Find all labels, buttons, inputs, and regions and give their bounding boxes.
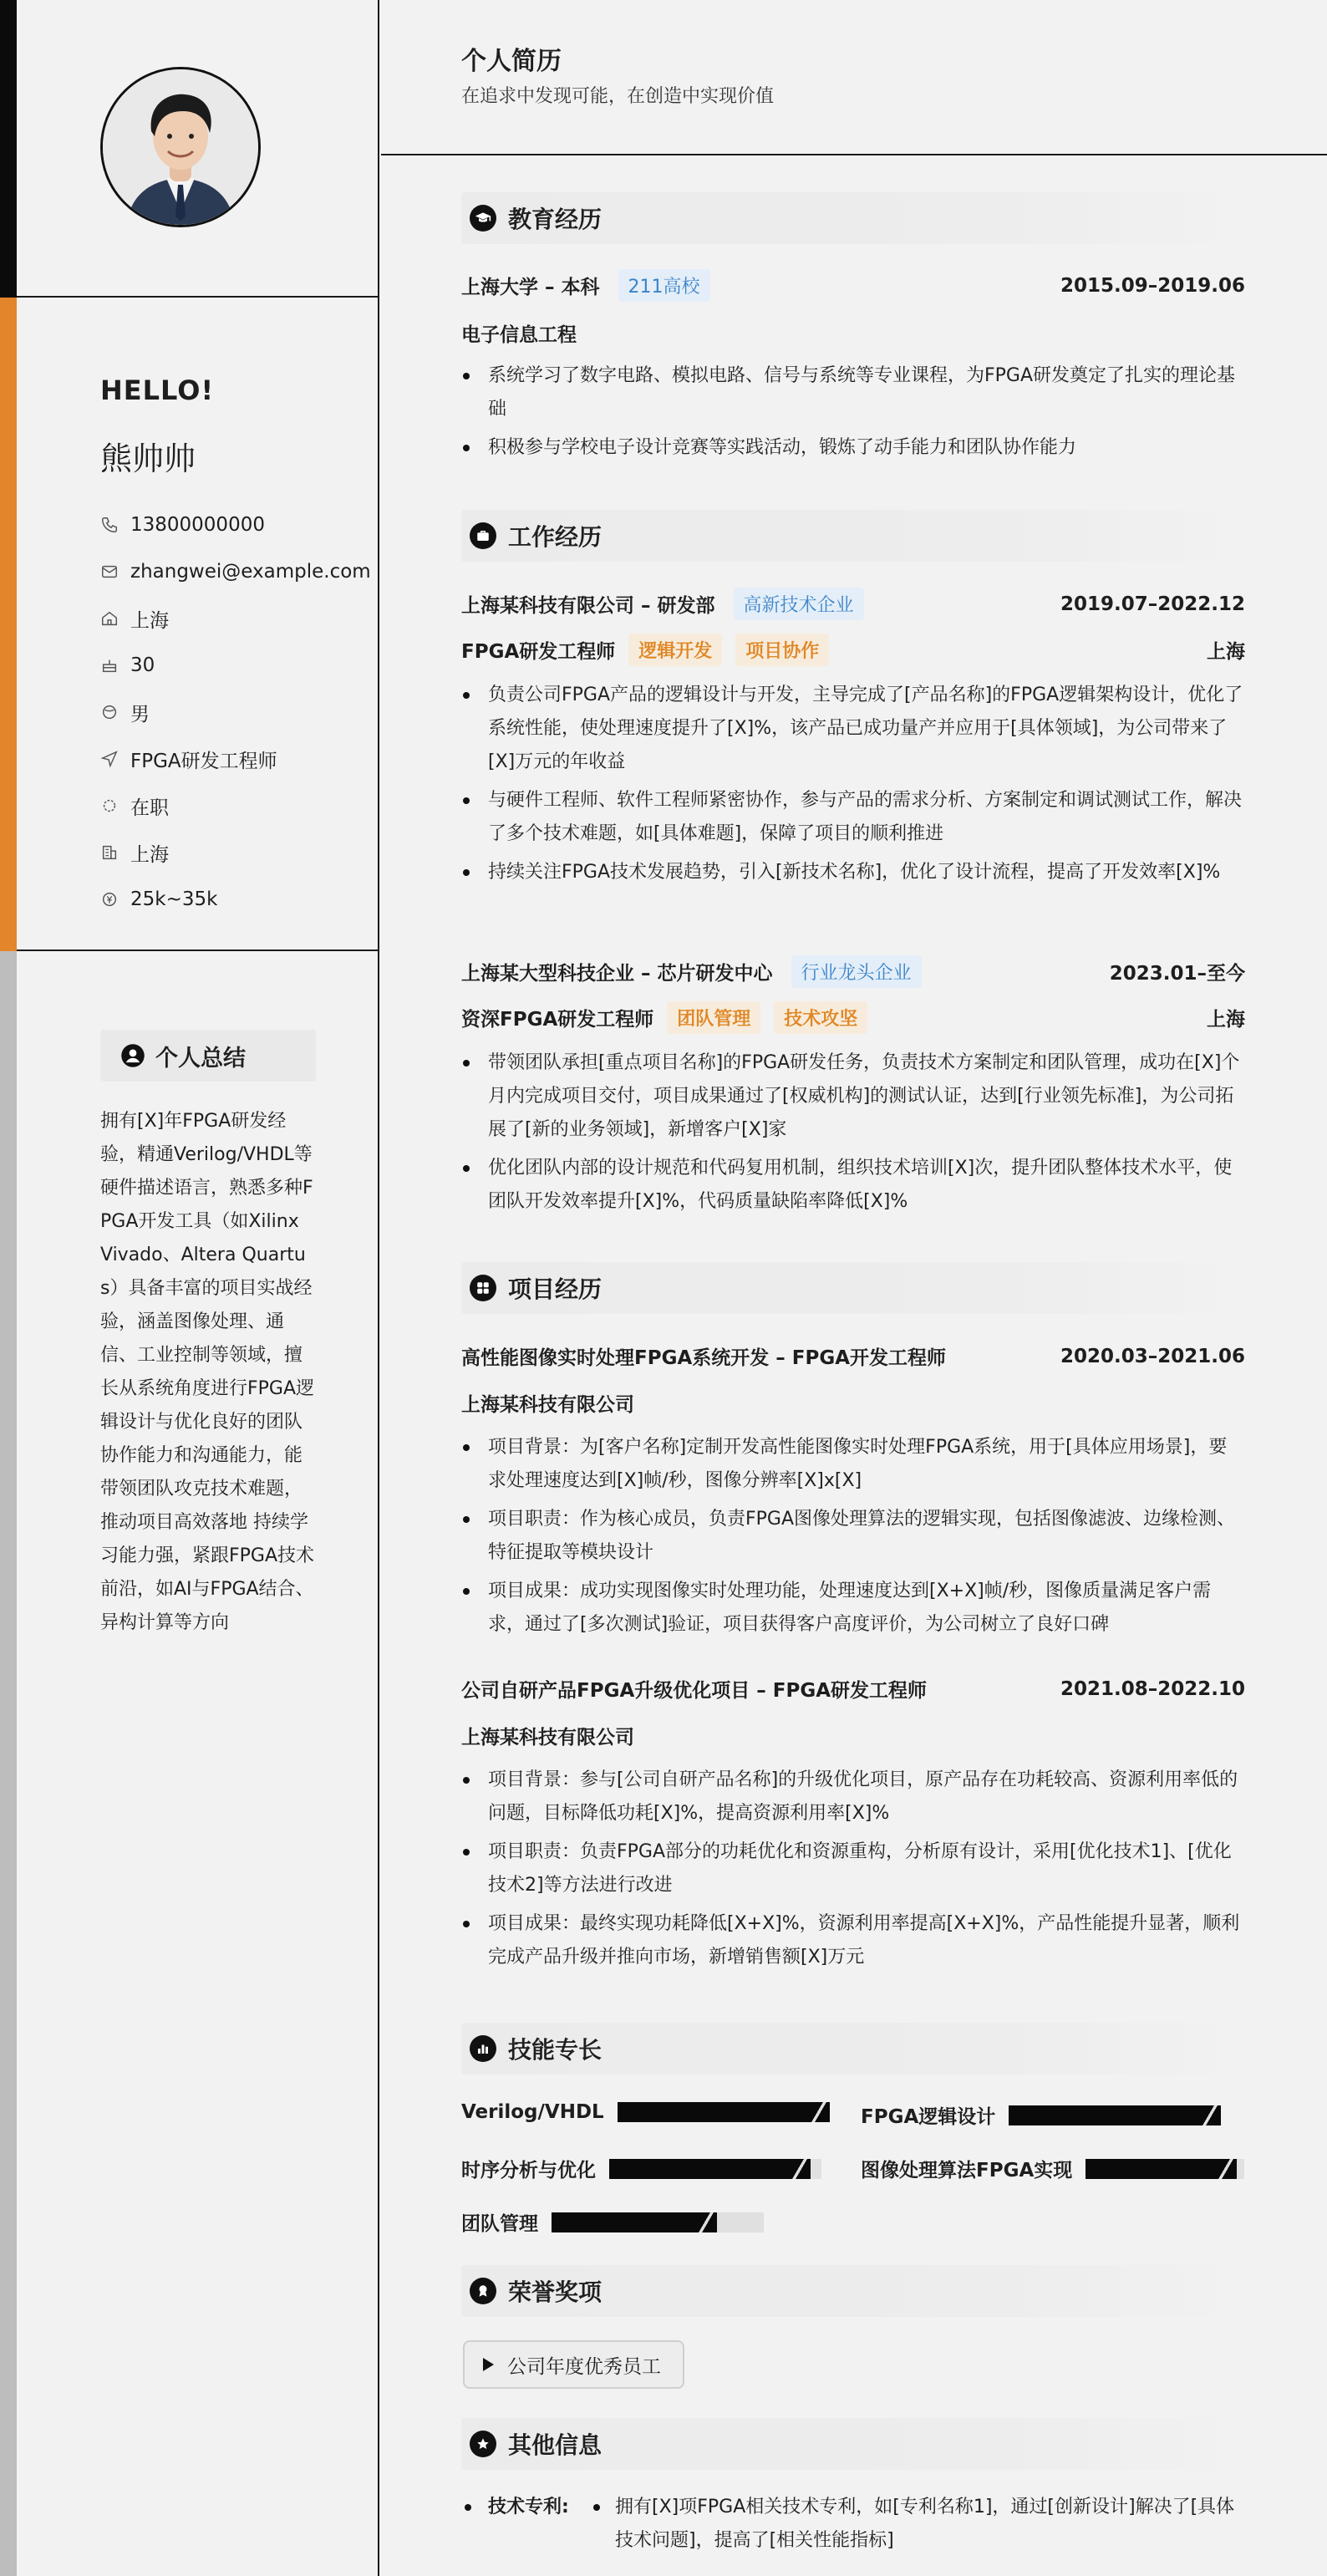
job-bullets bbox=[461, 679, 1245, 894]
info-gender bbox=[100, 689, 371, 736]
project-name: 公司自研产品FPGA升级优化项目 – FPGA研发工程师 bbox=[461, 1680, 928, 1702]
project-name: 高性能图像实时处理FPGA系统开发 – FPGA开发工程师 bbox=[461, 1347, 947, 1369]
chart-icon bbox=[470, 2035, 496, 2062]
section-projects-heading bbox=[461, 1262, 1245, 1314]
skill-tag: 项目协作 bbox=[735, 634, 829, 666]
list-item: 带领团队承担[重点项目名称]的FPGA研发任务，负责技术方案制定和团队管理，成功在[X]个月内完成项目交付，项目成果通过了[权威机构]的测试认证，达到[行业领先标准]，为公司拓展了[新的业务领域]，新增客户[X]家 bbox=[461, 1046, 1245, 1147]
job-company-row bbox=[461, 588, 1245, 620]
school-name: 上海大学 – 本科 bbox=[461, 277, 600, 298]
job-period: 2019.07–2022.12 bbox=[1060, 593, 1245, 615]
list-item: 项目成果：成功实现图像实时处理功能，处理速度达到[X+X]帧/秒，图像质量满足客户需求，通过了[多次测试]验证，项目获得客户高度评价，为公司树立了良好口碑 bbox=[461, 1575, 1245, 1642]
company-tag: 行业龙头企业 bbox=[791, 955, 922, 988]
side-strip-black bbox=[0, 0, 17, 298]
info-status-value: 在职 bbox=[130, 797, 169, 819]
job-company: 上海某科技有限公司 – 研发部 bbox=[461, 595, 715, 617]
skill-tag: 技术攻坚 bbox=[774, 1001, 867, 1034]
skill-bar-fill bbox=[1085, 2159, 1215, 2179]
side-strip-orange bbox=[0, 298, 17, 951]
skill-name: FPGA逻辑设计 bbox=[861, 2106, 996, 2128]
job-position: 资深FPGA研发工程师 bbox=[461, 1009, 654, 1031]
info-email bbox=[100, 548, 371, 595]
info-email-value: zhangwei@example.com bbox=[130, 561, 371, 583]
avatar-portrait-icon bbox=[103, 69, 258, 225]
briefcase-icon bbox=[470, 522, 496, 549]
project-row bbox=[461, 1342, 1245, 1370]
skill-bar-tip bbox=[789, 2159, 811, 2179]
candidate-name: 熊帅帅 bbox=[100, 440, 196, 477]
job-position-row bbox=[461, 1001, 1245, 1034]
school-tag: 211高校 bbox=[618, 269, 710, 302]
skill-bar-fill bbox=[1009, 2105, 1199, 2125]
skill-bar-tip bbox=[695, 2212, 717, 2232]
info-age-value: 30 bbox=[130, 654, 155, 676]
skill-bar-tip bbox=[1199, 2105, 1221, 2125]
info-phone-value: 13800000000 bbox=[130, 514, 265, 536]
skill-tag: 团队管理 bbox=[667, 1001, 760, 1034]
info-city bbox=[100, 595, 371, 642]
sidebar-divider bbox=[17, 949, 379, 951]
skill-name: 团队管理 bbox=[461, 2213, 538, 2235]
section-title: 其他信息 bbox=[508, 2431, 602, 2459]
page-subtitle: 在追求中发现可能，在创造中实现价值 bbox=[461, 86, 775, 107]
info-status bbox=[100, 782, 371, 829]
skill-bar bbox=[1009, 2105, 1221, 2125]
building-icon bbox=[100, 843, 119, 862]
summary-title: 个人总结 bbox=[155, 1045, 246, 1072]
project-period: 2021.08–2022.10 bbox=[1060, 1677, 1245, 1700]
skill-item bbox=[461, 2208, 764, 2236]
skill-bar-tip bbox=[1215, 2159, 1237, 2179]
greeting: HELLO! bbox=[100, 374, 215, 406]
list-item: 积极参与学校电子设计竞赛等实践活动，锻炼了动手能力和团队协作能力 bbox=[461, 431, 1245, 465]
skill-tag: 逻辑开发 bbox=[628, 634, 722, 666]
job-company-row bbox=[461, 955, 1245, 988]
section-title: 工作经历 bbox=[508, 523, 602, 551]
info-phone bbox=[100, 501, 371, 548]
award-label: 公司年度优秀员工 bbox=[507, 2355, 661, 2378]
list-item: 负责公司FPGA产品的逻辑设计与开发，主导完成了[产品名称]的FPGA逻辑架构设计，优化了系统性能，使处理速度提升了[X]%，该产品已成功量产并应用于[具体领域]，为公司带来了[X]万元的年收益 bbox=[461, 679, 1245, 779]
skill-bar-fill bbox=[609, 2159, 789, 2179]
user-circle-icon bbox=[120, 1043, 145, 1068]
info-salary bbox=[100, 876, 371, 923]
list-item: 优化团队内部的设计规范和代码复用机制，组织技术培训[X]次，提升团队整体技术水平，使团队开发效率提升[X]%，代码质量缺陷率降低[X]% bbox=[461, 1152, 1245, 1219]
list-item: 项目背景：参与[公司自研产品名称]的升级优化项目，原产品存在功耗较高、资源利用率低的问题，目标降低功耗[X]%，提高资源利用率[X]% bbox=[461, 1764, 1245, 1830]
salary-icon bbox=[100, 890, 119, 909]
play-icon bbox=[483, 2358, 494, 2371]
section-title: 教育经历 bbox=[508, 206, 602, 233]
job-company: 上海某大型科技企业 – 芯片研发中心 bbox=[461, 963, 773, 985]
contact-info-list bbox=[100, 501, 371, 923]
home-icon bbox=[100, 609, 119, 628]
page-header bbox=[381, 0, 1327, 155]
skill-bar bbox=[1085, 2159, 1244, 2179]
info-city-value: 上海 bbox=[130, 609, 169, 632]
list-item: 持续关注FPGA技术发展趋势，引入[新技术名称]，优化了设计流程，提高了开发效率[X]% bbox=[461, 856, 1245, 889]
summary-text: 拥有[X]年FPGA研发经验，精通Verilog/VHDL等硬件描述语言，熟悉多种FPGA开发工具（如Xilinx Vivado、Altera Quartus）具备丰富的项目实战经验，涵盖图像处理、通信、工业控制等领域，擅长从系统角度进行FPGA逻辑设计与优化良好的团队协作能力和沟通能力，能带领团队攻克技术难题，推动项目高效落地 持续学习能力强，紧跟FPGA技术前沿，如AI与FPGA结合、异构计算等方向 bbox=[100, 1111, 315, 1633]
info-position bbox=[100, 736, 371, 782]
avatar bbox=[100, 67, 261, 227]
education-row bbox=[461, 269, 1245, 302]
section-education-heading bbox=[461, 192, 1245, 244]
gender-icon bbox=[100, 703, 119, 721]
info-work-city-value: 上海 bbox=[130, 843, 169, 866]
section-title: 技能专长 bbox=[508, 2036, 602, 2064]
status-icon bbox=[100, 797, 119, 815]
sidebar-divider bbox=[17, 296, 379, 298]
star-icon bbox=[470, 2431, 496, 2457]
project-period: 2020.03–2021.06 bbox=[1060, 1345, 1245, 1367]
section-work-heading bbox=[461, 510, 1245, 562]
skill-bar-tip bbox=[808, 2102, 830, 2122]
main-content bbox=[381, 0, 1327, 2576]
patent-label: 技术专利: bbox=[461, 2491, 569, 2524]
list-item: 项目职责：负责FPGA部分的功耗优化和资源重构，分析原有设计，采用[优化技术1]、[优化技术2]等方法进行改进 bbox=[461, 1835, 1245, 1902]
skill-item bbox=[461, 2155, 821, 2182]
award-chip bbox=[463, 2340, 684, 2389]
education-period: 2015.09–2019.06 bbox=[1060, 274, 1245, 297]
mail-icon bbox=[100, 563, 119, 581]
job-location: 上海 bbox=[1207, 1009, 1245, 1031]
project-company-row bbox=[461, 1722, 1245, 1749]
project-company: 上海某科技有限公司 bbox=[461, 1394, 634, 1416]
project-company-row bbox=[461, 1389, 1245, 1417]
info-age bbox=[100, 642, 371, 689]
job-position: FPGA研发工程师 bbox=[461, 641, 616, 663]
skill-item bbox=[861, 2101, 1221, 2129]
summary-heading bbox=[100, 1030, 316, 1082]
list-item: 系统学习了数字电路、模拟电路、信号与系统等专业课程，为FPGA研发奠定了扎实的理论基础 bbox=[461, 359, 1245, 426]
send-icon bbox=[100, 750, 119, 768]
section-other-heading bbox=[461, 2418, 1245, 2470]
project-bullets bbox=[461, 1431, 1245, 1647]
list-item: 与硬件工程师、软件工程师紧密协作，参与产品的需求分析、方案制定和调试测试工作，解决了多个技术难题，如[具体难题]，保障了项目的顺利推进 bbox=[461, 784, 1245, 851]
cake-icon bbox=[100, 656, 119, 675]
list-item: 项目职责：作为核心成员，负责FPGA图像处理算法的逻辑实现，包括图像滤波、边缘检测、特征提取等模块设计 bbox=[461, 1503, 1245, 1570]
job-position-row bbox=[461, 634, 1245, 666]
skill-name: 时序分析与优化 bbox=[461, 2160, 596, 2181]
list-item: 项目背景：为[客户名称]定制开发高性能图像实时处理FPGA系统，用于[具体应用场景]，要求处理速度达到[X]帧/秒，图像分辨率[X]x[X] bbox=[461, 1431, 1245, 1498]
info-gender-value: 男 bbox=[130, 703, 150, 725]
section-skills-heading bbox=[461, 2023, 1245, 2075]
skill-item bbox=[461, 2101, 830, 2123]
skill-item bbox=[861, 2155, 1244, 2182]
project-company: 上海某科技有限公司 bbox=[461, 1727, 634, 1749]
job-period: 2023.01–至今 bbox=[1109, 963, 1245, 985]
list-item: 项目成果：最终实现功耗降低[X+X]%，资源利用率提高[X+X]%，产品性能提升显著，顺利完成产品升级并推向市场，新增销售额[X]万元 bbox=[461, 1907, 1245, 1974]
skill-bar-fill bbox=[618, 2102, 808, 2122]
info-salary-value: 25k~35k bbox=[130, 888, 218, 910]
info-position-value: FPGA研发工程师 bbox=[130, 750, 277, 772]
section-awards-heading bbox=[461, 2265, 1245, 2317]
patent-text: 拥有[X]项FPGA相关技术专利，如[专利名称1]，通过[创新设计]解决了[具体技术问题]，提高了[相关性能指标] bbox=[587, 2491, 1247, 2558]
graduation-cap-icon bbox=[470, 205, 496, 232]
project-row bbox=[461, 1675, 1245, 1703]
section-title: 项目经历 bbox=[508, 1275, 602, 1303]
info-work-city bbox=[100, 829, 371, 876]
major-name: 电子信息工程 bbox=[461, 324, 577, 346]
job-bullets bbox=[461, 1046, 1245, 1224]
phone-icon bbox=[100, 516, 119, 534]
major-row bbox=[461, 319, 1245, 347]
section-title: 荣誉奖项 bbox=[508, 2278, 602, 2306]
grid-icon bbox=[470, 1275, 496, 1301]
award-icon bbox=[470, 2278, 496, 2304]
page-title: 个人简历 bbox=[461, 47, 562, 76]
job-location: 上海 bbox=[1207, 641, 1245, 663]
skill-bar bbox=[552, 2212, 764, 2232]
skill-bar bbox=[618, 2102, 830, 2122]
skill-name: Verilog/VHDL bbox=[461, 2101, 604, 2123]
project-bullets bbox=[461, 1764, 1245, 1979]
side-strip-gray bbox=[0, 951, 17, 2576]
skill-bar-fill bbox=[552, 2212, 695, 2232]
company-tag: 高新技术企业 bbox=[734, 588, 864, 620]
skill-bar bbox=[609, 2159, 821, 2179]
sidebar bbox=[17, 0, 379, 2576]
skill-name: 图像处理算法FPGA实现 bbox=[861, 2160, 1073, 2181]
education-bullets bbox=[461, 359, 1245, 470]
